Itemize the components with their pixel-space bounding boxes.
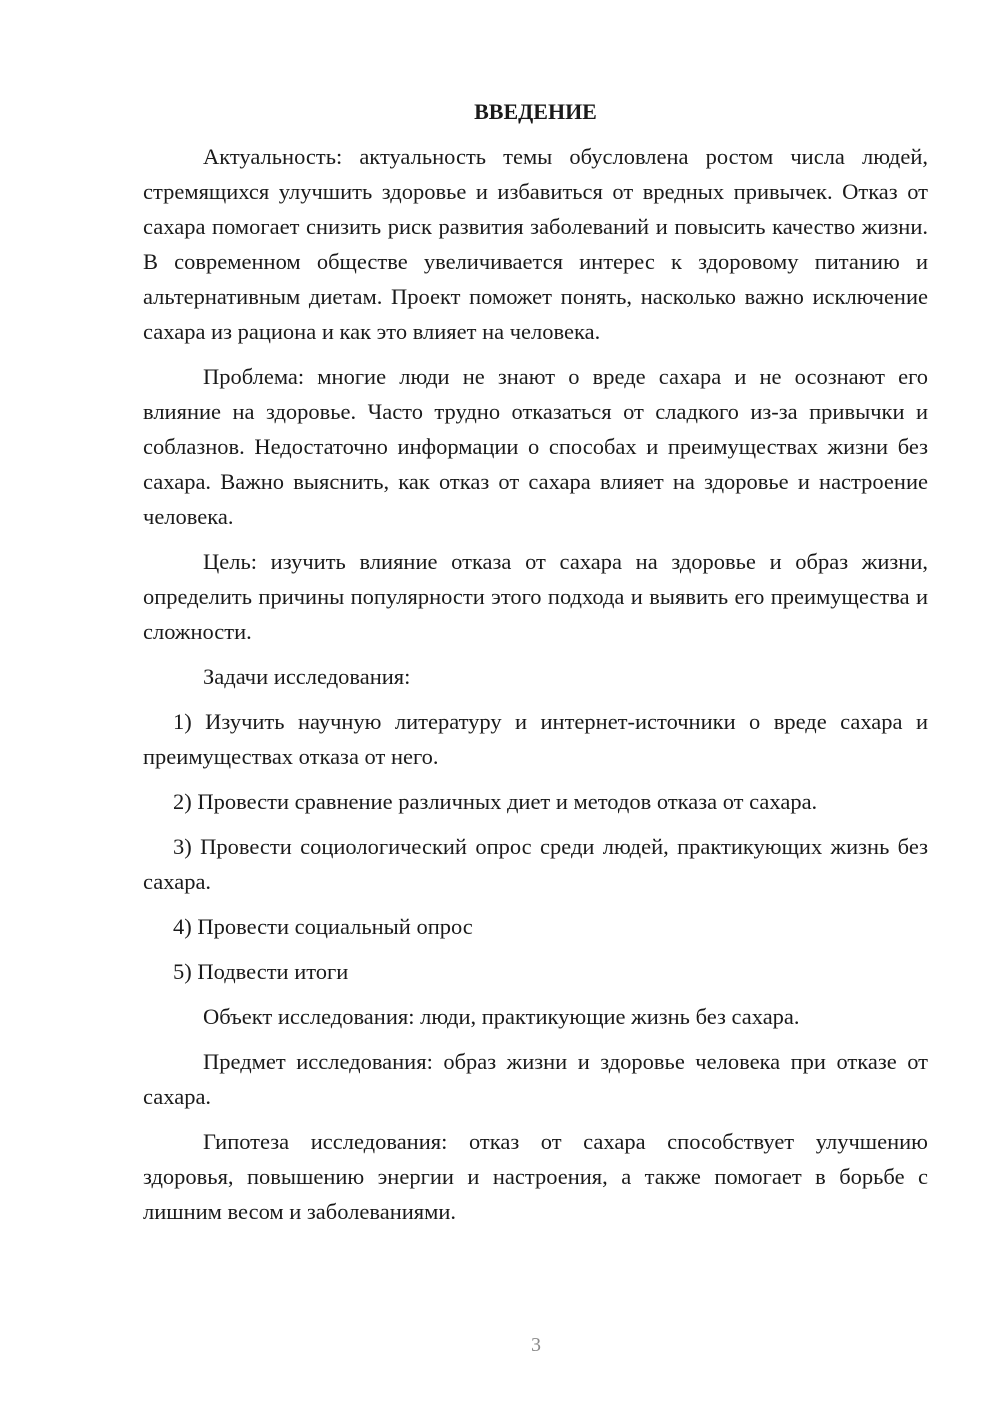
- problem-paragraph: Проблема: многие люди не знают о вреде сахара и не осознают его влияние на здоровье. Часто трудно отказаться от сладкого из-за привычки и соблазнов. Недостаточно информации о способах и преимуществах жизни без сахара. Важно выяснить, как отказ от сахара влияет на здоровье и настроение человека.: [143, 364, 928, 529]
- task-item: 2) Провести сравнение различных диет и методов отказа от сахара.: [173, 789, 818, 814]
- object-paragraph: Объект исследования: люди, практикующие жизнь без сахара.: [203, 1004, 800, 1029]
- page-number: 3: [531, 1334, 541, 1356]
- task-item: 1) Изучить научную литературу и интернет-источники о вреде сахара и преимуществах отказа от него.: [143, 709, 928, 769]
- page-title: ВВЕДЕНИЕ: [474, 99, 597, 124]
- task-item: 4) Провести социальный опрос: [173, 914, 473, 939]
- relevance-paragraph: Актуальность: актуальность темы обусловлена ростом числа людей, стремящихся улучшить здоровье и избавиться от вредных привычек. Отказ от сахара помогает снизить риск развития заболеваний и повысить качество жизни. В современном обществе увеличивается интерес к здоровому питанию и альтернативным диетам. Проект поможет понять, насколько важно исключение сахара из рациона и как это влияет на человека.: [143, 144, 928, 344]
- goal-paragraph: Цель: изучить влияние отказа от сахара на здоровье и образ жизни, определить причины популярности этого подхода и выявить его преимущества и сложности.: [143, 549, 928, 644]
- hypothesis-paragraph: Гипотеза исследования: отказ от сахара способствует улучшению здоровья, повышению энергии и настроения, а также помогает в борьбе с лишним весом и заболеваниями.: [143, 1129, 928, 1224]
- page-content: [143, 94, 928, 1239]
- tasks-heading: Задачи исследования:: [203, 664, 411, 689]
- task-item: 3) Провести социологический опрос среди людей, практикующих жизнь без сахара.: [143, 834, 928, 894]
- task-item: 5) Подвести итоги: [173, 959, 349, 984]
- subject-paragraph: Предмет исследования: образ жизни и здоровье человека при отказе от сахара.: [143, 1049, 928, 1109]
